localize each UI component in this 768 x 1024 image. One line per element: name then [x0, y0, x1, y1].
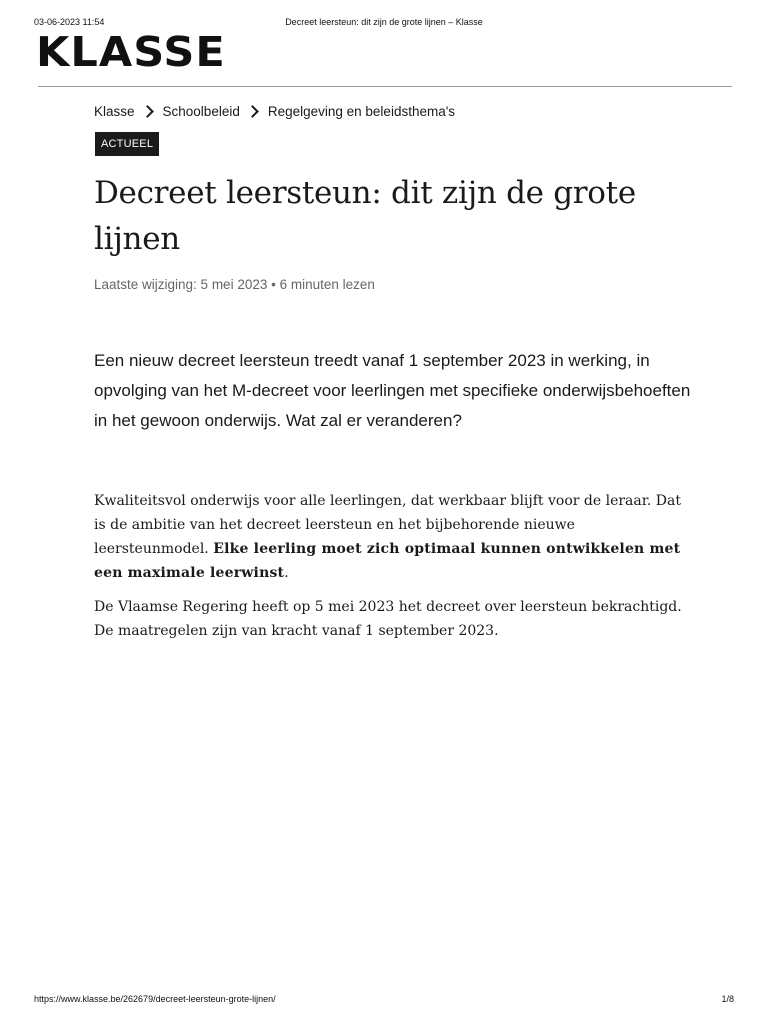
chevron-right-icon — [246, 105, 259, 118]
paragraph-text: Kwaliteitsvol onderwijs voor alle leerlingen, dat werkbaar blijft voor de leraar. Dat is de ambitie van het decreet leersteun en het bijbehorende nieuwe leersteunmodel. — [94, 493, 682, 557]
breadcrumb-item-schoolbeleid[interactable]: Schoolbeleid — [162, 104, 240, 119]
breadcrumb — [94, 104, 455, 119]
print-page-number: 1/8 — [721, 994, 734, 1004]
print-datetime: 03-06-2023 11:54 — [34, 17, 105, 27]
category-tag[interactable]: ACTUEEL — [95, 132, 159, 156]
article-title: Decreet leersteun: dit zijn de grote lijnen — [94, 175, 636, 257]
article-paragraph-1 — [94, 489, 684, 585]
paragraph-text: . — [284, 565, 289, 581]
print-footer — [0, 994, 768, 1008]
article-paragraph-2: De Vlaamse Regering heeft op 5 mei 2023 het decreet over leersteun bekrachtigd. De maatregelen zijn van kracht vanaf 1 september 2023. — [94, 599, 682, 639]
chevron-right-icon — [141, 105, 154, 118]
print-document-title: Decreet leersteun: dit zijn de grote lijnen – Klasse — [285, 17, 483, 27]
breadcrumb-item-klasse[interactable]: Klasse — [94, 104, 135, 119]
header-divider — [38, 86, 732, 87]
paragraph-emphasis: Elke leerling moet zich optimaal kunnen ontwikkelen met een maximale leerwinst — [94, 541, 681, 581]
article-meta: Laatste wijziging: 5 mei 2023 • 6 minuten lezen — [94, 277, 375, 292]
article-lead: Een nieuw decreet leersteun treedt vanaf 1 september 2023 in werking, in opvolging van het M-decreet voor leerlingen met specifieke onderwijsbehoeften in het gewoon onderwijs. Wat zal er veranderen? — [94, 351, 691, 430]
print-url: https://www.klasse.be/262679/decreet-leersteun-grote-lijnen/ — [34, 994, 276, 1004]
breadcrumb-item-regelgeving[interactable]: Regelgeving en beleidsthema's — [267, 104, 456, 119]
klasse-logo[interactable]: KLASSE — [36, 28, 226, 76]
